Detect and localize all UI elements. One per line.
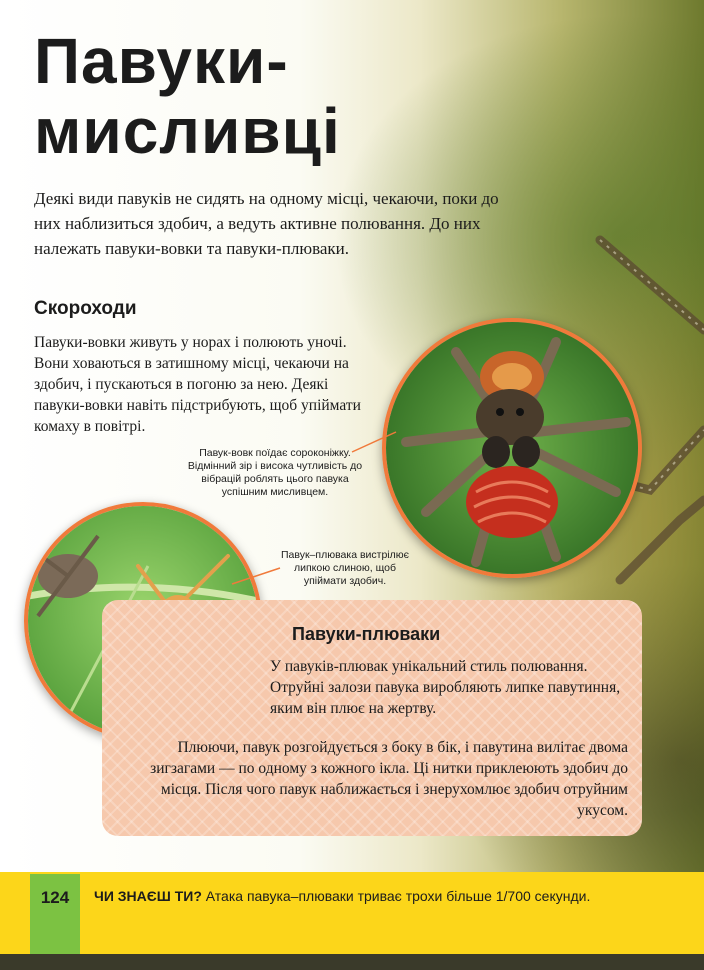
fact-label: ЧИ ЗНАЄШ ТИ? <box>94 888 202 904</box>
section-heading-runners: Скороходи <box>34 298 137 319</box>
page-number: 124 <box>30 874 80 954</box>
runners-paragraph: Павуки-вовки живуть у норах і полюють уночі. Вони ховаються в затишному місці, чекаючи на здобич, і пускаються в погоню за нею. Деякі павуки-вовки навіть підстрибують, щоб упіймати комаху в повітрі. <box>34 334 361 435</box>
spitting-spider-caption: Павук–плювака вистрілює липкою слиною, щоб упіймати здобич. <box>280 548 410 587</box>
intro-paragraph: Деякі види павуків не сидять на одному місці, чекаючи, поки до них наблизиться здобич, а ведуть активне полювання. До них належать павуки-вовки та павуки-плюваки. <box>34 189 499 258</box>
wolf-spider-photo <box>382 318 642 578</box>
did-you-know-fact <box>94 888 590 904</box>
section-heading-spitting-spiders: Павуки-плюваки <box>292 624 441 644</box>
spitting-spiders-paragraph-1: У павуків-плювак унікальний стиль полювання. Отруйні залози павука виробляють липке павутиння, яким він плює на жертву. <box>270 658 621 717</box>
spitting-spiders-paragraph-2: Плюючи, павук розгойдується з боку в бік, і павутина вилітає двома зигзагами — по одному з кожного ікла. Ці нитки приклеюють здобич до місця. Після чого павук наближається і знерухомлює здобич отруйним укусом. <box>150 739 628 819</box>
page-title: Павуки- мисливці <box>34 25 341 167</box>
wolf-spider-illustration <box>386 322 638 574</box>
footer-bar <box>0 872 704 954</box>
bottom-strip <box>0 954 704 970</box>
wolf-spider-caption: Павук-вовк поїдає сороконіжку. Відмінний зір і висока чутливість до вібрацій роблять цього павука успішним мисливцем. <box>187 446 363 498</box>
fact-text: Атака павука–плюваки триває трохи більше 1/700 секунди. <box>201 888 591 904</box>
